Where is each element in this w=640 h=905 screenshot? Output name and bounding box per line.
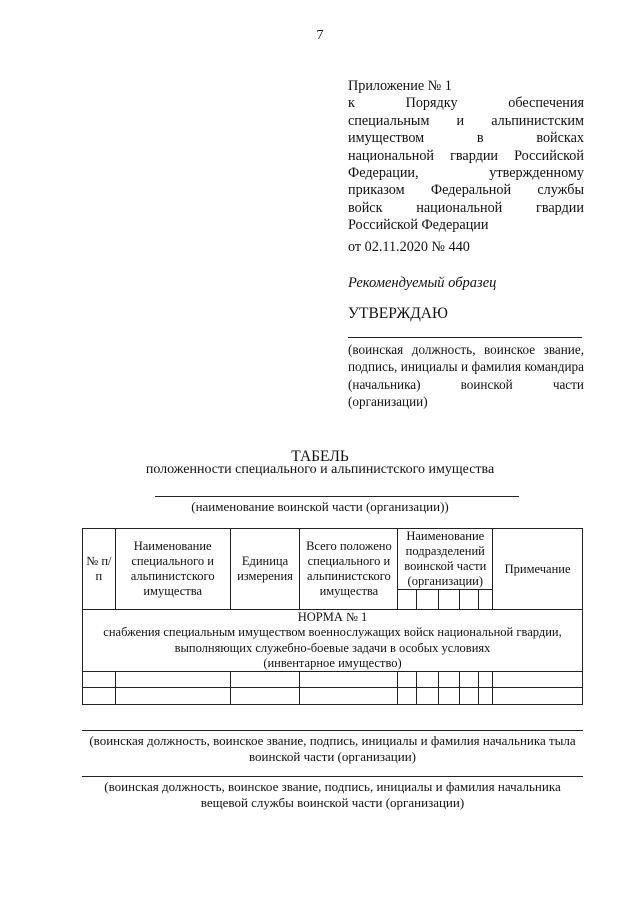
header-item-name: Наименование специального и альпинистского имущества [115, 529, 230, 610]
table-cell [479, 672, 493, 688]
commander-caption-line: подпись, инициалы и фамилия командира [348, 359, 584, 375]
table-cell [300, 688, 398, 705]
header-total: Всего положено специального и альпинистского имущества [300, 529, 398, 610]
subdivision-cell [479, 590, 493, 610]
table-row [83, 672, 583, 688]
header-note: Примечание [493, 529, 583, 610]
table-cell [479, 688, 493, 705]
table-cell [439, 672, 460, 688]
norm-line: снабжения специальным имуществом военнослужащих войск национальной гвардии, [103, 625, 562, 640]
table-cell [300, 672, 398, 688]
appendix-line: от 02.11.2020 № 440 [348, 238, 470, 255]
commander-caption-line: (организации) [348, 393, 428, 409]
appendix-line: Российской Федерации [348, 217, 489, 234]
rear-chief-caption: (воинская должность, воинское звание, подпись, инициалы и фамилия начальника тыла воинской части (организации) [89, 733, 576, 764]
header-num: № п/п [83, 529, 116, 610]
allowance-table [82, 528, 583, 705]
appendix-line: войск национальной гвардии [348, 199, 584, 216]
commander-signature-line [348, 337, 582, 338]
table-cell [417, 672, 439, 688]
table-cell [439, 688, 460, 705]
clothing-chief-signature-line [82, 776, 583, 777]
commander-caption [348, 341, 584, 410]
table-cell [83, 672, 116, 688]
appendix-line: национальной гвардии Российской [348, 147, 584, 164]
norm-line: (инвентарное имущество) [263, 655, 402, 670]
document-subtitle: положенности специального и альпинистского имущества [145, 462, 495, 477]
rear-chief-signature-line [82, 730, 583, 731]
appendix-line: специальным и альпинистским [348, 112, 584, 129]
table-cell [83, 688, 116, 705]
header-unit: Единица измерения [230, 529, 300, 610]
appendix-line: к Порядку обеспечения [348, 95, 584, 112]
subdivision-cell [417, 590, 439, 610]
page-number: 7 [316, 28, 324, 43]
header-subdivisions: Наименование подразделений воинской части (организации) [398, 529, 493, 590]
table-row [83, 688, 583, 705]
subdivision-cell [439, 590, 460, 610]
appendix-line: Федерации, утвержденному [348, 165, 584, 182]
norm-title: НОРМА № 1 [297, 610, 368, 624]
table-cell [230, 688, 300, 705]
subdivision-cell [398, 590, 417, 610]
table-cell [460, 672, 479, 688]
unit-name-line [155, 496, 519, 497]
appendix-line: Приложение № 1 [348, 78, 452, 94]
table-cell [417, 688, 439, 705]
table-cell [460, 688, 479, 705]
norm-block [83, 610, 583, 672]
norm-line: выполняющих служебно-боевые задачи в особых условиях [174, 640, 491, 655]
table-cell [398, 688, 417, 705]
table-cell [115, 672, 230, 688]
commander-caption-line: (начальника) воинской части [348, 376, 584, 392]
table-cell [398, 672, 417, 688]
approve-label: УТВЕРЖДАЮ [348, 305, 448, 322]
appendix-reference [348, 78, 584, 256]
unit-caption: (наименование воинской части (организации)) [191, 499, 449, 514]
sample-label: Рекомендуемый образец [348, 275, 497, 291]
clothing-chief-caption: (воинская должность, воинское звание, подпись, инициалы и фамилия начальника вещевой службы воинской части (организации) [104, 779, 561, 810]
table-cell [493, 688, 583, 705]
appendix-line: приказом Федеральной службы [348, 182, 584, 199]
table-cell [230, 672, 300, 688]
document-title: ТАБЕЛЬ [291, 448, 349, 465]
table-cell [115, 688, 230, 705]
table-cell [493, 672, 583, 688]
appendix-line: имуществом в войсках [348, 130, 584, 147]
commander-caption-line: (воинская должность, воинское звание, [348, 342, 584, 357]
subdivision-cell [460, 590, 479, 610]
